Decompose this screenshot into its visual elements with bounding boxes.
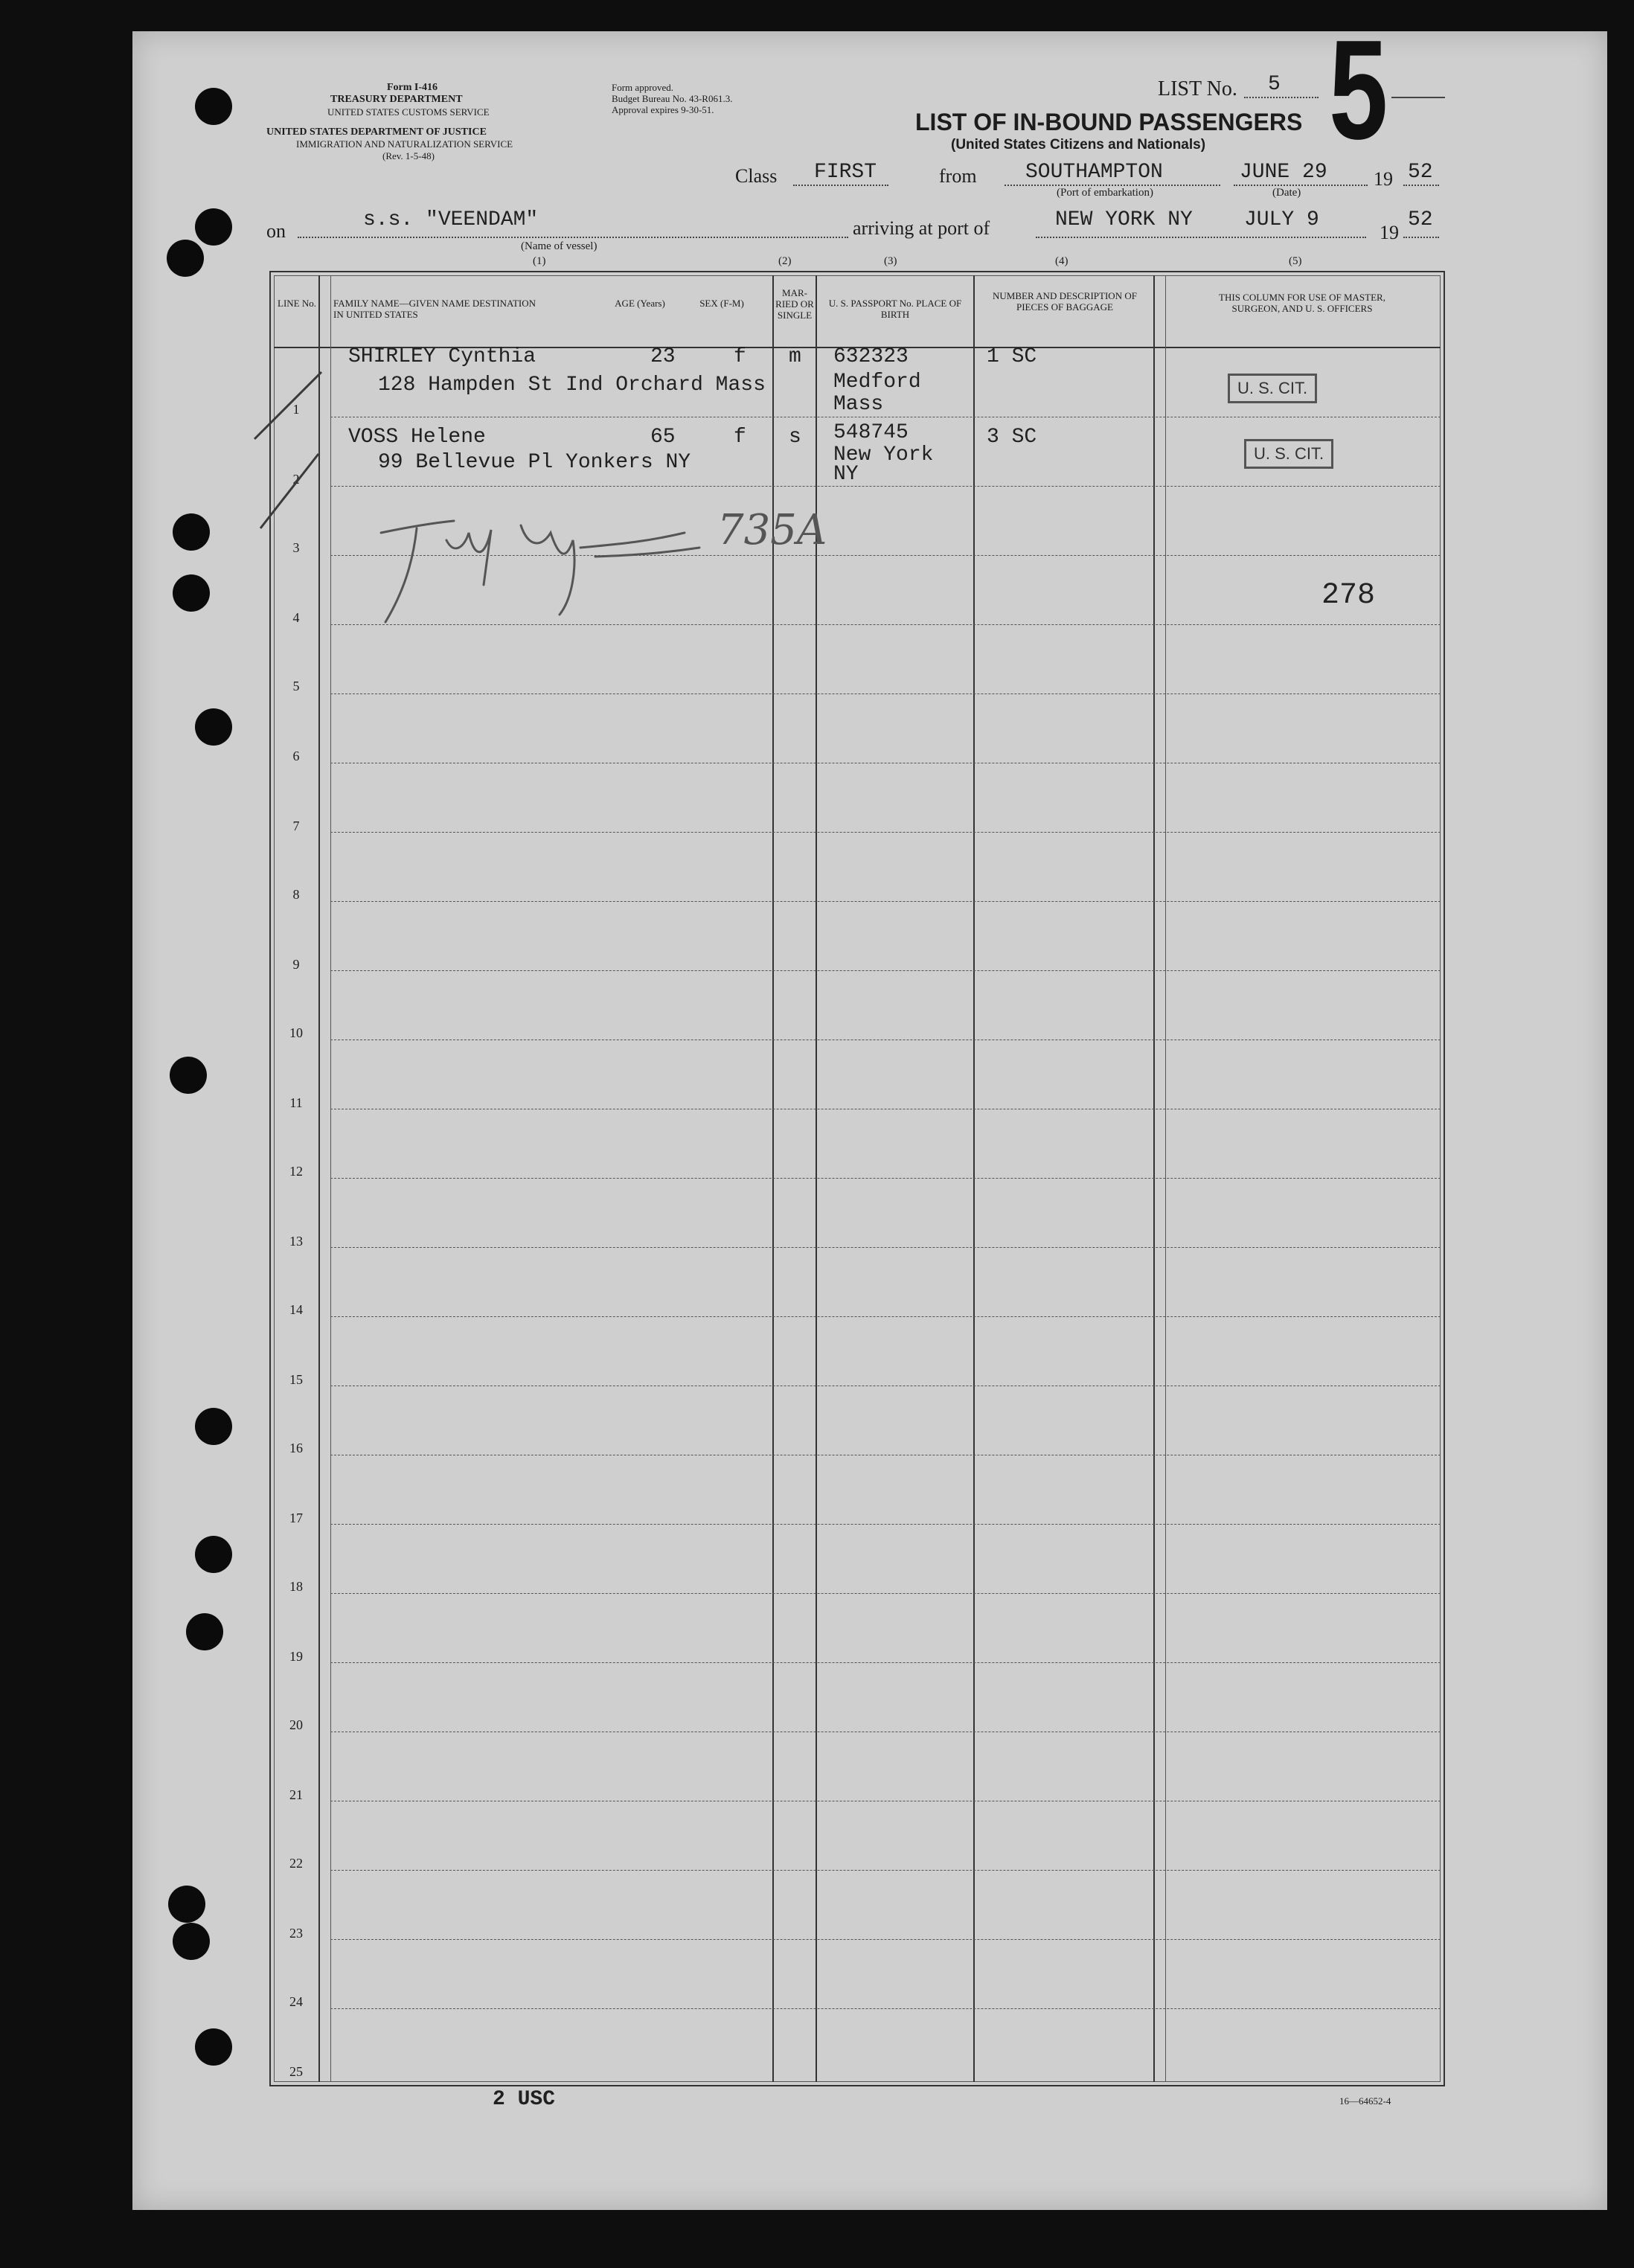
header-passport: U. S. PASSPORT No. PLACE OF BIRTH bbox=[828, 298, 962, 320]
passenger-address: 128 Hampden St Ind Orchard Mass bbox=[378, 374, 766, 397]
inspector-signature bbox=[372, 503, 759, 630]
passenger-address: 99 Bellevue Pl Yonkers NY bbox=[378, 451, 691, 474]
citizen-stamp: U. S. CIT. bbox=[1228, 374, 1317, 403]
form-subtitle: (United States Citizens and Nationals) bbox=[951, 137, 1206, 153]
header-line-no: LINE No. bbox=[278, 298, 316, 309]
passenger-name: SHIRLEY Cynthia bbox=[348, 345, 536, 368]
vessel-name: s.s. "VEENDAM" bbox=[363, 208, 539, 231]
arrival-year: 52 bbox=[1408, 208, 1433, 231]
approval-expires: Approval expires 9-30-51. bbox=[612, 104, 714, 115]
handwritten-check-marks bbox=[247, 365, 329, 536]
list-number-label: LIST No. bbox=[1158, 77, 1237, 100]
budget-bureau: Budget Bureau No. 43-R061.3. bbox=[612, 93, 733, 104]
line-number: 9 bbox=[292, 957, 300, 972]
passenger-total: 2 USC bbox=[493, 2088, 556, 2111]
handwritten-code: 735A bbox=[717, 506, 827, 554]
departure-year: 52 bbox=[1408, 161, 1433, 184]
line-number: 10 bbox=[289, 1025, 303, 1040]
header-married: MAR-RIED OR SINGLE bbox=[775, 287, 814, 321]
year-prefix: 19 bbox=[1374, 168, 1393, 190]
line-number: 15 bbox=[289, 1372, 303, 1387]
line-number: 18 bbox=[289, 1579, 303, 1594]
line-number: 22 bbox=[289, 1856, 303, 1871]
baggage: 1 SC bbox=[987, 345, 1037, 368]
arriving-label: arriving at port of bbox=[853, 217, 990, 239]
line-number: 23 bbox=[289, 1926, 303, 1941]
binder-hole bbox=[195, 1408, 232, 1445]
binder-hole bbox=[170, 1057, 207, 1094]
birth-place-state: Mass bbox=[833, 393, 884, 416]
class-value: FIRST bbox=[814, 161, 877, 184]
class-label: Class bbox=[735, 165, 778, 187]
form-approved: Form approved. bbox=[612, 82, 674, 93]
line-number: 11 bbox=[289, 1095, 303, 1110]
column-number-5: (5) bbox=[1289, 255, 1302, 267]
print-code: 16—64652-4 bbox=[1339, 2095, 1391, 2107]
passenger-age: 65 bbox=[650, 426, 676, 449]
embarkation-port: SOUTHAMPTON bbox=[1025, 161, 1163, 184]
passenger-marital-status: m bbox=[789, 345, 801, 368]
line-number: 1 bbox=[292, 402, 300, 417]
form-revision: (Rev. 1-5-48) bbox=[382, 150, 435, 161]
form-number: Form I-416 bbox=[387, 82, 438, 93]
embarkation-caption: (Port of embarkation) bbox=[1057, 187, 1153, 199]
line-number: 5 bbox=[292, 679, 300, 693]
line-number: 13 bbox=[289, 1234, 303, 1249]
binder-hole bbox=[195, 2028, 232, 2066]
line-number: 4 bbox=[292, 610, 300, 625]
list-number-value: 5 bbox=[1268, 73, 1281, 96]
binder-hole bbox=[195, 708, 232, 746]
header-name: FAMILY NAME—GIVEN NAME DESTINATION IN UNITED STATES bbox=[333, 298, 536, 320]
line-number: 8 bbox=[292, 887, 300, 902]
header-baggage: NUMBER AND DESCRIPTION OF PIECES OF BAGGAGE bbox=[993, 290, 1137, 313]
birth-place: Medford bbox=[833, 371, 921, 394]
line-number: 6 bbox=[292, 749, 300, 763]
baggage: 3 SC bbox=[987, 426, 1037, 449]
line-number: 2 bbox=[292, 472, 300, 487]
column-number-3: (3) bbox=[884, 255, 897, 267]
line-number: 25 bbox=[289, 2064, 303, 2079]
passenger-sex: f bbox=[734, 345, 746, 368]
annotation-number: 278 bbox=[1321, 579, 1376, 612]
list-number-stamp: 5 bbox=[1329, 11, 1388, 169]
form-title: LIST OF IN-BOUND PASSENGERS bbox=[915, 109, 1303, 135]
on-label: on bbox=[266, 220, 286, 242]
treasury-department: TREASURY DEPARTMENT bbox=[330, 94, 463, 105]
binder-hole bbox=[195, 88, 232, 125]
vessel-column-number: (1) bbox=[533, 255, 546, 267]
arrival-year-prefix: 19 bbox=[1380, 222, 1399, 243]
binder-hole bbox=[186, 1613, 223, 1650]
line-number: 20 bbox=[289, 1717, 303, 1732]
line-number: 16 bbox=[289, 1441, 303, 1455]
line-number: 24 bbox=[289, 1994, 303, 2009]
binder-hole bbox=[168, 1886, 205, 1923]
binder-hole bbox=[195, 208, 232, 246]
passport-number: 548745 bbox=[833, 421, 909, 444]
justice-department: UNITED STATES DEPARTMENT OF JUSTICE bbox=[266, 126, 487, 138]
passenger-sex: f bbox=[734, 426, 746, 449]
birth-place-state: NY bbox=[833, 463, 859, 486]
from-label: from bbox=[939, 165, 977, 187]
citizen-stamp: U. S. CIT. bbox=[1244, 439, 1333, 469]
binder-hole bbox=[167, 240, 204, 277]
column-number-4: (4) bbox=[1055, 255, 1068, 267]
date-caption: (Date) bbox=[1272, 187, 1301, 199]
passport-number: 632323 bbox=[833, 345, 909, 368]
vessel-caption: (Name of vessel) bbox=[521, 240, 597, 252]
binder-hole bbox=[195, 1536, 232, 1573]
departure-date: JUNE 29 bbox=[1240, 161, 1327, 184]
line-number: 21 bbox=[289, 1787, 303, 1802]
header-sex: SEX (F-M) bbox=[699, 298, 744, 309]
arrival-date: JULY 9 bbox=[1244, 208, 1319, 231]
line-number: 19 bbox=[289, 1649, 303, 1664]
passenger-name: VOSS Helene bbox=[348, 426, 486, 449]
binder-hole bbox=[173, 574, 210, 612]
birth-place: New York bbox=[833, 443, 934, 467]
header-age: AGE (Years) bbox=[615, 298, 665, 309]
binder-hole bbox=[173, 513, 210, 551]
line-number: 3 bbox=[292, 540, 300, 555]
ins-service: IMMIGRATION AND NATURALIZATION SERVICE bbox=[296, 138, 513, 150]
passenger-marital-status: s bbox=[789, 426, 801, 449]
customs-service: UNITED STATES CUSTOMS SERVICE bbox=[327, 106, 490, 118]
line-number: 14 bbox=[289, 1302, 303, 1317]
arrival-port: NEW YORK NY bbox=[1055, 208, 1193, 231]
binder-hole bbox=[173, 1923, 210, 1960]
column-number-2: (2) bbox=[778, 255, 792, 267]
line-number: 17 bbox=[289, 1511, 303, 1525]
line-number: 12 bbox=[289, 1164, 303, 1179]
passenger-age: 23 bbox=[650, 345, 676, 368]
header-officers: THIS COLUMN FOR USE OF MASTER, SURGEON, AND U. S. OFFICERS bbox=[1219, 292, 1385, 314]
line-number: 7 bbox=[292, 819, 300, 833]
